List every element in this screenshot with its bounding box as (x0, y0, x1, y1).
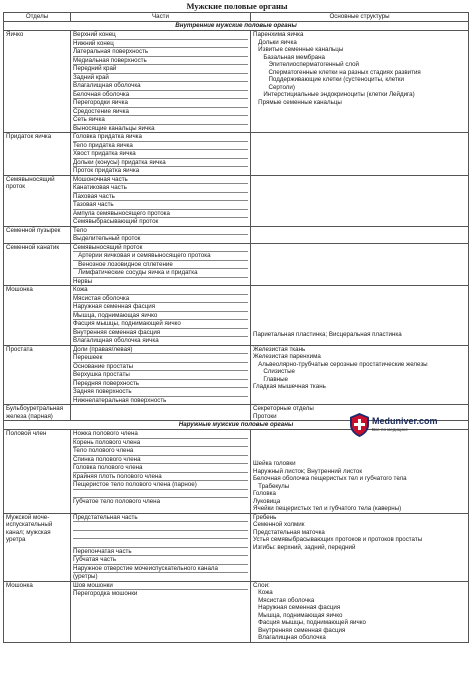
structures-cell (251, 513, 469, 581)
department-cell (4, 243, 71, 286)
structures-cell-line: Протоки (253, 412, 277, 420)
parts-cell-line: Тазовая часть (73, 201, 248, 210)
structures-cell-line: Фасция мышцы, поднимающей яичко (253, 619, 366, 626)
table-row (4, 430, 469, 514)
department-cell-line: Мошонка (6, 581, 33, 589)
section-title: Наружные мужские половые органы (4, 421, 469, 430)
parts-cell-line: Пещеристое тело полового члена (парное) (73, 481, 248, 490)
parts-cell-line: Перегородки яичка (73, 99, 248, 108)
table-row (4, 243, 469, 286)
parts-cell-line: Медиальная поверхность (73, 57, 248, 66)
table-row (4, 133, 469, 176)
header-parts: Части (71, 13, 251, 22)
parts-cell-line: Нижний конец (73, 40, 248, 49)
parts-cell-line: Передний край (73, 65, 248, 74)
parts-cell-line: Тело (73, 227, 248, 236)
structures-cell (251, 31, 469, 133)
watermark-brand: Meduniver.com (372, 416, 438, 426)
department-cell-line: уретра (6, 536, 26, 543)
structures-cell (251, 226, 469, 243)
structures-cell-line: Прямые семенные канальцы (253, 98, 342, 106)
parts-cell-line: Канатиковая часть (73, 184, 248, 193)
structures-cell-line: Внутренняя семенная фасция (253, 626, 346, 634)
parts-cell-line: Артерии яичковая и семявыносящего протока (73, 252, 248, 261)
structures-cell-line (253, 114, 466, 122)
header-departments: Отделы (4, 13, 71, 22)
parts-cell (71, 405, 251, 421)
department-cell (4, 31, 71, 133)
structures-cell (251, 345, 469, 405)
structures-cell-line: Белочная оболочка пещеристых тел и губчатого тела (253, 475, 407, 482)
structures-cell-line (253, 309, 466, 317)
section-row (4, 22, 469, 31)
parts-cell (71, 513, 251, 581)
parts-cell-line: Кожа (73, 286, 248, 295)
department-cell-line: проток (6, 183, 26, 190)
parts-cell-line: (уретры) (73, 573, 98, 580)
parts-cell-line: Крайняя плоть полового члена (73, 473, 248, 482)
parts-cell-line: Наружное отверстие мочеиспускательного канала (73, 565, 248, 574)
structures-cell-line: Эпителиосперматогенный слой (253, 61, 360, 68)
department-cell (4, 226, 71, 243)
parts-cell (71, 133, 251, 176)
page-title: Мужские половые органы (186, 1, 288, 11)
parts-cell-line: Перешеек (73, 354, 248, 363)
department-cell-line: Придаток яичка (6, 133, 52, 140)
structures-cell-line (253, 324, 466, 332)
parts-cell-line: Семявыбрасывающий проток (73, 218, 159, 225)
structures-cell-line: Предстательная маточка (253, 528, 325, 536)
structures-cell-line: Луковица (253, 497, 281, 505)
parts-cell-line: Верхний конец (73, 31, 248, 40)
structures-cell-line: Интерстициальные эндокриноциты (клетки Лейдига) (253, 91, 415, 98)
structures-cell-line: Мясистая оболочка (253, 596, 315, 604)
structures-cell-line: Влагалищная оболочка (253, 634, 326, 641)
parts-cell (71, 243, 251, 286)
parts-cell-line: Мошоночная часть (73, 176, 248, 185)
department-cell (4, 405, 71, 421)
department-cell (4, 345, 71, 405)
parts-cell-line: Выделительный проток (73, 235, 141, 242)
parts-cell-line: Губчатая часть (73, 556, 248, 565)
table-row (4, 345, 469, 405)
structures-cell-line: Слизистые (253, 368, 295, 375)
parts-cell-line: Передняя поверхность (73, 380, 248, 389)
parts-cell-line: Основание простаты (73, 363, 248, 372)
parts-cell-line (73, 522, 248, 531)
watermark-logo (350, 413, 450, 437)
parts-cell-line: Семявыносящий проток (73, 244, 248, 253)
parts-cell (71, 226, 251, 243)
department-cell (4, 133, 71, 176)
structures-cell (251, 430, 469, 514)
parts-cell (71, 31, 251, 133)
parts-cell-line: Сеть яичка (73, 116, 248, 125)
structures-cell-line (253, 286, 466, 294)
parts-cell-line: Венозное лозовидное сплетение (73, 261, 248, 270)
parts-cell-line: Нервы (73, 277, 93, 285)
parts-cell-line: Шов мошонки (73, 582, 248, 591)
department-cell-line: Мошонка (6, 286, 33, 293)
structures-cell-line: Базальная мембрана (253, 53, 325, 61)
department-cell-line: Бульбоуретральная (6, 405, 64, 412)
structures-cell-line (253, 438, 466, 446)
parts-cell-line: Ножка полового члена (73, 430, 248, 439)
department-cell (4, 581, 71, 642)
structures-cell-line: Сертоли) (253, 83, 295, 91)
parts-cell-line: Головка полового члена (73, 464, 248, 473)
structures-cell-line: Семенной холмик (253, 521, 305, 528)
table-row (4, 226, 469, 243)
department-cell-line: Яичко (6, 31, 24, 38)
structures-cell-line: Изгибы: верхний, задний, передний (253, 543, 356, 551)
parts-cell-line: Губчатое тело полового члена (73, 498, 161, 505)
parts-cell-line (73, 539, 248, 548)
structures-cell-line: Гребень (253, 513, 277, 521)
parts-cell-line: Доли (правая/левая) (73, 346, 248, 355)
section-title: Внутренние мужские половые органы (4, 22, 469, 31)
table-row (4, 513, 469, 581)
parts-cell-line: Фасция мышцы, поднимающей яичко (73, 320, 248, 329)
structures-cell-line (253, 453, 466, 461)
parts-cell-line: Влагалищная оболочка яичка (73, 337, 159, 344)
department-cell-line: Семенной пузырек (6, 226, 61, 234)
parts-cell-line: Мышца, поднимающая яичко (73, 312, 248, 321)
department-cell-line: железа (парная) (6, 412, 53, 420)
parts-cell (71, 430, 251, 514)
parts-cell-line: Задняя поверхность (73, 388, 248, 397)
structures-cell-line: Железистая паренхима (253, 353, 321, 360)
parts-cell-line: Лимфатические сосуды яичка и придатка (73, 269, 248, 278)
parts-cell-line: Перепончатая часть (73, 548, 248, 557)
parts-cell-line: Задний край (73, 74, 248, 83)
parts-cell-line: Мясистая оболочка (73, 295, 248, 304)
parts-cell-line: Проток придатка яичка (73, 167, 140, 174)
parts-cell-line: Головка придатка яичка (73, 133, 248, 142)
parts-cell-line (73, 531, 248, 540)
parts-cell-line: Внутренняя семенная фасция (73, 329, 248, 338)
department-cell (4, 286, 71, 346)
structures-cell-line (253, 294, 466, 302)
parts-cell-line: Спинка полового члена (73, 456, 248, 465)
structures-cell-line (253, 121, 466, 129)
structures-cell-line: Секреторные отделы (253, 405, 314, 412)
parts-cell (71, 581, 251, 642)
parts-cell-line: Латеральная поверхность (73, 48, 248, 57)
parts-cell-line: Влагалищная оболочка (73, 82, 248, 91)
structures-cell-line (253, 316, 466, 324)
structures-cell (251, 175, 469, 226)
parts-cell-line: Хвост придатка яичка (73, 150, 248, 159)
department-cell-line: испускательный (6, 521, 53, 528)
department-cell-line: Простата (6, 345, 33, 353)
header-row (4, 13, 469, 22)
structures-cell-line: Головка (253, 490, 276, 497)
structures-cell-line: Железистая ткань (253, 345, 306, 353)
structures-cell (251, 133, 469, 176)
parts-cell-line: Белочная оболочка (73, 91, 248, 100)
structures-cell-line: Альвеолярно-трубчатые серозные простатические железы (253, 360, 428, 368)
parts-cell-line: Наружная семенная фасция (73, 303, 248, 312)
department-cell-line: Семенной канатик (6, 243, 60, 251)
structures-cell (251, 243, 469, 286)
structures-cell-line (253, 301, 466, 309)
structures-cell-line: Париетальная пластинка; Висцеральная пластинка (253, 331, 402, 338)
department-cell (4, 430, 71, 514)
parts-cell-line: Средостение яичка (73, 108, 248, 117)
structures-cell-line: Извитые семенные канальцы (253, 46, 344, 53)
structures-cell-line: Шейка головки (253, 460, 296, 467)
header-structures: Основные структуры (251, 13, 469, 22)
parts-cell-line: Нижнелатеральная поверхность (73, 396, 167, 404)
structures-cell-line: Слои: (253, 581, 270, 589)
structures-cell-line: Наружная семенная фасция (253, 604, 341, 611)
structures-cell-line: Кожа (253, 589, 273, 596)
table-row (4, 581, 469, 642)
anatomy-table (3, 12, 469, 643)
parts-cell-line: Корень полового члена (73, 439, 248, 448)
parts-cell-line: Паховая часть (73, 193, 248, 202)
parts-cell-line: Тело полового члена (73, 447, 248, 456)
structures-cell-line (253, 445, 466, 453)
structures-cell-line: Дольки яичка (253, 38, 297, 46)
table-row (4, 31, 469, 133)
table-row (4, 286, 469, 346)
parts-cell-line: Дольки (конусы) придатка яичка (73, 159, 248, 168)
structures-cell (251, 286, 469, 346)
structures-cell-line: Гладкая мышечная ткань (253, 383, 326, 390)
structures-cell-line: Трабекулы (253, 482, 290, 490)
structures-cell-line: Поддерживающие клетки (сустеноциты, клетки (253, 76, 404, 83)
parts-cell-line: Тело придатка яичка (73, 142, 248, 151)
structures-cell-line: Ячейки пещеристых тел и губчатого тела (каверны) (253, 505, 402, 512)
structures-cell-line (253, 106, 466, 114)
parts-cell (71, 175, 251, 226)
parts-cell-line: Выносящие канальцы яичка (73, 124, 155, 132)
department-cell (4, 513, 71, 581)
parts-cell (71, 345, 251, 405)
department-cell-line: Мужской моче- (6, 513, 50, 521)
medical-shield-icon (350, 413, 369, 437)
parts-cell-line (73, 490, 248, 499)
structures-cell-line: Паренхима яичка (253, 31, 304, 38)
parts-cell-line: Верхушка простаты (73, 371, 248, 380)
department-cell (4, 175, 71, 226)
structures-cell (251, 581, 469, 642)
structures-cell-line: Мышца, поднимающая яичко (253, 611, 343, 619)
parts-cell (71, 286, 251, 346)
parts-cell-line: Ампула семявыносящего протока (73, 210, 248, 219)
department-cell-line: Семявыносящий (6, 175, 55, 183)
department-cell-line: канал; мужская (6, 528, 51, 536)
structures-cell-line: Устья семявыбрасывающих протоков и протоков простаты (253, 536, 423, 543)
structures-cell-line: Наружный листок; Внутренний листок (253, 467, 363, 475)
parts-cell-line: Перегородка мошонки (73, 590, 138, 597)
watermark-tagline: Все по медицине (372, 427, 408, 432)
structures-cell-line: Сперматогенные клетки на разных стадиях развития (253, 68, 421, 76)
department-cell-line: Половой член (6, 430, 47, 437)
table-row (4, 175, 469, 226)
structures-cell-line: Главные (253, 375, 288, 383)
parts-cell-line: Предстательная часть (73, 514, 248, 523)
